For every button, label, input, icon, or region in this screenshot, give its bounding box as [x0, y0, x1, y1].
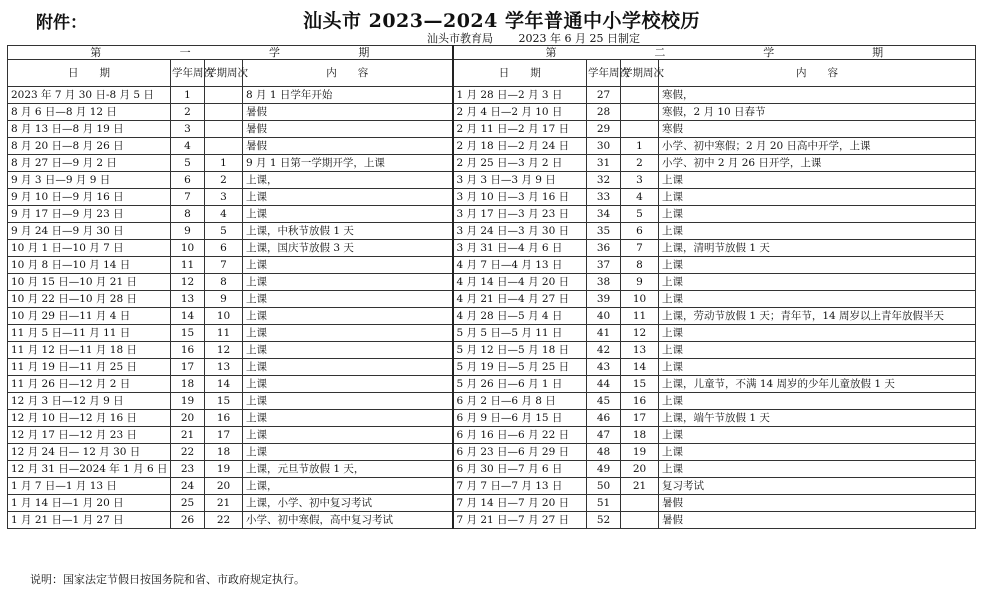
s1-date-cell: 8 月 20 日—8 月 26 日 [8, 138, 171, 155]
s2-date-cell: 2 月 4 日—2 月 10 日 [453, 104, 587, 121]
s2-content-cell: 上课，清明节放假 1 天 [659, 240, 976, 257]
s2-content-cell: 上课 [659, 274, 976, 291]
s1-date-cell: 11 月 26 日—12 月 2 日 [8, 376, 171, 393]
semester-1-char: 学 [268, 46, 280, 59]
s2-term-week-cell: 9 [621, 274, 659, 291]
s1-content-cell: 上课 [243, 308, 453, 325]
s2-date-cell: 5 月 5 日—5 月 11 日 [453, 325, 587, 342]
s1-term-week-cell [205, 104, 243, 121]
table-row [8, 461, 976, 478]
s1-content-cell: 上课 [243, 427, 453, 444]
table-row [8, 172, 976, 189]
s1-content-cell: 上课 [243, 376, 453, 393]
s2-year-week-cell: 27 [587, 87, 621, 104]
header-content: 内 容 [243, 60, 453, 87]
s2-term-week-cell: 18 [621, 427, 659, 444]
s1-term-week-cell [205, 138, 243, 155]
s2-date-cell: 6 月 23 日—6 月 29 日 [453, 444, 587, 461]
s1-term-week-cell: 4 [205, 206, 243, 223]
s1-date-cell: 1 月 7 日—1 月 13 日 [8, 478, 171, 495]
s1-term-week-cell: 20 [205, 478, 243, 495]
s1-content-cell: 上课 [243, 393, 453, 410]
s2-term-week-cell [621, 512, 659, 529]
s1-content-cell: 上课 [243, 257, 453, 274]
s1-term-week-cell: 12 [205, 342, 243, 359]
s1-content-cell: 上课 [243, 410, 453, 427]
s1-date-cell: 12 月 3 日—12 月 9 日 [8, 393, 171, 410]
s2-term-week-cell: 3 [621, 172, 659, 189]
s1-content-cell: 暑假 [243, 121, 453, 138]
s2-year-week-cell: 32 [587, 172, 621, 189]
table-row [8, 274, 976, 291]
s1-term-week-cell: 19 [205, 461, 243, 478]
s2-date-cell: 5 月 19 日—5 月 25 日 [453, 359, 587, 376]
s2-content-cell: 上课，端午节放假 1 天 [659, 410, 976, 427]
header-date: 日 期 [453, 60, 587, 87]
semester-2-char: 学 [763, 46, 775, 59]
s1-year-week-cell: 25 [171, 495, 205, 512]
s2-term-week-cell [621, 495, 659, 512]
semester-2-char: 期 [872, 46, 884, 59]
s2-content-cell: 寒假， [659, 87, 976, 104]
s1-term-week-cell: 9 [205, 291, 243, 308]
s1-term-week-cell: 15 [205, 393, 243, 410]
s1-date-cell: 12 月 31 日—2024 年 1 月 6 日 [8, 461, 171, 478]
s2-year-week-cell: 30 [587, 138, 621, 155]
semester-2-char: 第 [545, 46, 557, 59]
s2-content-cell: 上课 [659, 172, 976, 189]
s1-date-cell: 10 月 22 日—10 月 28 日 [8, 291, 171, 308]
s2-year-week-cell: 37 [587, 257, 621, 274]
s2-year-week-cell: 48 [587, 444, 621, 461]
table-row [8, 342, 976, 359]
s1-year-week-cell: 9 [171, 223, 205, 240]
s1-year-week-cell: 13 [171, 291, 205, 308]
table-row [8, 138, 976, 155]
s2-year-week-cell: 29 [587, 121, 621, 138]
s2-date-cell: 6 月 2 日—6 月 8 日 [453, 393, 587, 410]
s1-date-cell: 9 月 24 日—9 月 30 日 [8, 223, 171, 240]
s2-content-cell: 上课 [659, 291, 976, 308]
s1-term-week-cell: 6 [205, 240, 243, 257]
s2-content-cell: 上课 [659, 393, 976, 410]
s1-date-cell: 8 月 27 日—9 月 2 日 [8, 155, 171, 172]
s2-term-week-cell: 7 [621, 240, 659, 257]
s1-term-week-cell [205, 121, 243, 138]
s2-term-week-cell [621, 104, 659, 121]
s2-term-week-cell: 20 [621, 461, 659, 478]
s1-content-cell: 上课 [243, 206, 453, 223]
s1-term-week-cell: 7 [205, 257, 243, 274]
semester-1-header [8, 46, 453, 60]
s2-date-cell: 4 月 21 日—4 月 27 日 [453, 291, 587, 308]
s1-year-week-cell: 8 [171, 206, 205, 223]
s1-content-cell: 上课，小学、初中复习考试 [243, 495, 453, 512]
s1-year-week-cell: 4 [171, 138, 205, 155]
table-row [8, 189, 976, 206]
s1-date-cell: 8 月 13 日—8 月 19 日 [8, 121, 171, 138]
s2-year-week-cell: 35 [587, 223, 621, 240]
s2-date-cell: 4 月 14 日—4 月 20 日 [453, 274, 587, 291]
s1-term-week-cell: 22 [205, 512, 243, 529]
s2-year-week-cell: 33 [587, 189, 621, 206]
header-year-week: 学年周次 [587, 60, 621, 87]
s2-term-week-cell: 4 [621, 189, 659, 206]
table-row [8, 104, 976, 121]
s2-term-week-cell: 14 [621, 359, 659, 376]
s2-year-week-cell: 42 [587, 342, 621, 359]
s2-content-cell: 上课 [659, 427, 976, 444]
s1-date-cell: 9 月 10 日—9 月 16 日 [8, 189, 171, 206]
table-row [8, 206, 976, 223]
s2-content-cell: 上课 [659, 189, 976, 206]
page-title: 汕头市 2023—2024 学年普通中小学校校历 [303, 10, 700, 32]
footnote: 说明：国家法定节假日按国务院和省、市政府规定执行。 [30, 573, 305, 586]
table-row [8, 478, 976, 495]
s2-content-cell: 复习考试 [659, 478, 976, 495]
semester-1-char: 第 [90, 46, 102, 59]
s2-date-cell: 4 月 7 日—4 月 13 日 [453, 257, 587, 274]
s1-content-cell: 上课 [243, 359, 453, 376]
s2-content-cell: 暑假 [659, 495, 976, 512]
s1-term-week-cell: 1 [205, 155, 243, 172]
s1-date-cell: 9 月 17 日—9 月 23 日 [8, 206, 171, 223]
s2-date-cell: 2 月 25 日—3 月 2 日 [453, 155, 587, 172]
s1-year-week-cell: 7 [171, 189, 205, 206]
s1-year-week-cell: 1 [171, 87, 205, 104]
s1-term-week-cell: 10 [205, 308, 243, 325]
s2-year-week-cell: 49 [587, 461, 621, 478]
s1-content-cell: 上课，国庆节放假 3 天 [243, 240, 453, 257]
s2-date-cell: 7 月 7 日—7 月 13 日 [453, 478, 587, 495]
s1-year-week-cell: 19 [171, 393, 205, 410]
s2-term-week-cell: 21 [621, 478, 659, 495]
s1-content-cell: 上课 [243, 189, 453, 206]
s2-year-week-cell: 39 [587, 291, 621, 308]
s1-year-week-cell: 2 [171, 104, 205, 121]
s1-term-week-cell: 21 [205, 495, 243, 512]
s2-content-cell: 小学、初中寒假；2 月 20 日高中开学，上课 [659, 138, 976, 155]
s2-content-cell: 寒假，2 月 10 日春节 [659, 104, 976, 121]
issuer-name: 汕头市教育局 [427, 32, 493, 45]
header-content: 内 容 [659, 60, 976, 87]
s1-year-week-cell: 15 [171, 325, 205, 342]
s1-year-week-cell: 23 [171, 461, 205, 478]
s2-content-cell: 寒假 [659, 121, 976, 138]
s1-year-week-cell: 12 [171, 274, 205, 291]
s1-date-cell: 12 月 17 日—12 月 23 日 [8, 427, 171, 444]
s1-term-week-cell: 8 [205, 274, 243, 291]
s2-content-cell: 上课，儿童节，不满 14 周岁的少年儿童放假 1 天 [659, 376, 976, 393]
s1-year-week-cell: 5 [171, 155, 205, 172]
table-row [8, 87, 976, 104]
issuer-line [427, 30, 662, 46]
s1-year-week-cell: 14 [171, 308, 205, 325]
s1-term-week-cell: 13 [205, 359, 243, 376]
s2-term-week-cell: 6 [621, 223, 659, 240]
s2-term-week-cell [621, 87, 659, 104]
s1-content-cell: 上课 [243, 342, 453, 359]
table-row [8, 308, 976, 325]
s2-date-cell: 3 月 31 日—4 月 6 日 [453, 240, 587, 257]
table-row [8, 257, 976, 274]
s2-year-week-cell: 52 [587, 512, 621, 529]
s1-content-cell: 8 月 1 日学年开始 [243, 87, 453, 104]
s1-content-cell: 9 月 1 日第一学期开学，上课 [243, 155, 453, 172]
issue-date: 2023 年 6 月 25 日制定 [518, 32, 640, 45]
s1-year-week-cell: 17 [171, 359, 205, 376]
s1-date-cell: 1 月 21 日—1 月 27 日 [8, 512, 171, 529]
s1-content-cell: 暑假 [243, 138, 453, 155]
s2-content-cell: 上课 [659, 325, 976, 342]
table-row [8, 240, 976, 257]
column-header-row [8, 60, 976, 87]
semester-2-char: 二 [654, 46, 666, 59]
s2-term-week-cell: 16 [621, 393, 659, 410]
s1-date-cell: 10 月 1 日—10 月 7 日 [8, 240, 171, 257]
table-row [8, 223, 976, 240]
s2-term-week-cell [621, 121, 659, 138]
s2-year-week-cell: 36 [587, 240, 621, 257]
s1-year-week-cell: 10 [171, 240, 205, 257]
table-row [8, 121, 976, 138]
s1-content-cell: 小学、初中寒假，高中复习考试 [243, 512, 453, 529]
s2-content-cell: 暑假 [659, 512, 976, 529]
s1-year-week-cell: 24 [171, 478, 205, 495]
s2-content-cell: 上课，劳动节放假 1 天；青年节，14 周岁以上青年放假半天 [659, 308, 976, 325]
table-row [8, 325, 976, 342]
s1-term-week-cell: 17 [205, 427, 243, 444]
s1-date-cell: 12 月 10 日—12 月 16 日 [8, 410, 171, 427]
semester-1-char: 一 [179, 46, 191, 59]
header-year-week: 学年周次 [171, 60, 205, 87]
s1-content-cell: 上课 [243, 291, 453, 308]
s1-year-week-cell: 18 [171, 376, 205, 393]
s1-date-cell: 10 月 15 日—10 月 21 日 [8, 274, 171, 291]
table-row [8, 427, 976, 444]
s2-term-week-cell: 11 [621, 308, 659, 325]
table-row [8, 359, 976, 376]
s2-year-week-cell: 44 [587, 376, 621, 393]
s1-year-week-cell: 21 [171, 427, 205, 444]
s1-content-cell: 上课， [243, 172, 453, 189]
s2-year-week-cell: 46 [587, 410, 621, 427]
s2-term-week-cell: 1 [621, 138, 659, 155]
s1-content-cell: 上课 [243, 325, 453, 342]
s2-term-week-cell: 12 [621, 325, 659, 342]
header-term-week: 学期周次 [621, 60, 659, 87]
semester-2-header [453, 46, 976, 60]
s2-term-week-cell: 17 [621, 410, 659, 427]
s2-date-cell: 5 月 12 日—5 月 18 日 [453, 342, 587, 359]
s2-term-week-cell: 13 [621, 342, 659, 359]
s1-term-week-cell [205, 87, 243, 104]
s2-term-week-cell: 8 [621, 257, 659, 274]
s1-date-cell: 12 月 24 日— 12 月 30 日 [8, 444, 171, 461]
s1-year-week-cell: 3 [171, 121, 205, 138]
school-calendar-table [7, 45, 976, 529]
header-date: 日 期 [8, 60, 171, 87]
s2-year-week-cell: 47 [587, 427, 621, 444]
table-row [8, 291, 976, 308]
semester-1-char: 期 [358, 46, 370, 59]
s1-term-week-cell: 11 [205, 325, 243, 342]
s1-date-cell: 8 月 6 日—8 月 12 日 [8, 104, 171, 121]
s2-year-week-cell: 41 [587, 325, 621, 342]
s2-date-cell: 7 月 21 日—7 月 27 日 [453, 512, 587, 529]
s2-term-week-cell: 10 [621, 291, 659, 308]
s2-content-cell: 上课 [659, 461, 976, 478]
s2-date-cell: 6 月 9 日—6 月 15 日 [453, 410, 587, 427]
s2-term-week-cell: 19 [621, 444, 659, 461]
s1-year-week-cell: 26 [171, 512, 205, 529]
s1-term-week-cell: 2 [205, 172, 243, 189]
s2-date-cell: 2 月 18 日—2 月 24 日 [453, 138, 587, 155]
s2-date-cell: 6 月 30 日—7 月 6 日 [453, 461, 587, 478]
s2-year-week-cell: 43 [587, 359, 621, 376]
s2-content-cell: 上课 [659, 359, 976, 376]
s2-content-cell: 小学、初中 2 月 26 日开学，上课 [659, 155, 976, 172]
s1-term-week-cell: 3 [205, 189, 243, 206]
s2-year-week-cell: 31 [587, 155, 621, 172]
s1-term-week-cell: 5 [205, 223, 243, 240]
s1-date-cell: 11 月 5 日—11 月 11 日 [8, 325, 171, 342]
table-row [8, 155, 976, 172]
s1-year-week-cell: 6 [171, 172, 205, 189]
s1-date-cell: 1 月 14 日—1 月 20 日 [8, 495, 171, 512]
s2-date-cell: 7 月 14 日—7 月 20 日 [453, 495, 587, 512]
s1-content-cell: 暑假 [243, 104, 453, 121]
s2-year-week-cell: 40 [587, 308, 621, 325]
s2-year-week-cell: 51 [587, 495, 621, 512]
s1-term-week-cell: 16 [205, 410, 243, 427]
s1-term-week-cell: 14 [205, 376, 243, 393]
s1-content-cell: 上课 [243, 274, 453, 291]
header-term-week: 学期周次 [205, 60, 243, 87]
s1-date-cell: 11 月 19 日—11 月 25 日 [8, 359, 171, 376]
s2-date-cell: 3 月 17 日—3 月 23 日 [453, 206, 587, 223]
s1-content-cell: 上课 [243, 444, 453, 461]
s2-date-cell: 3 月 24 日—3 月 30 日 [453, 223, 587, 240]
s2-term-week-cell: 2 [621, 155, 659, 172]
s2-year-week-cell: 28 [587, 104, 621, 121]
table-row [8, 495, 976, 512]
s2-term-week-cell: 5 [621, 206, 659, 223]
s2-content-cell: 上课 [659, 444, 976, 461]
table-row [8, 376, 976, 393]
s1-content-cell: 上课，中秋节放假 1 天 [243, 223, 453, 240]
s2-date-cell: 3 月 10 日—3 月 16 日 [453, 189, 587, 206]
table-row [8, 393, 976, 410]
s1-content-cell: 上课， [243, 478, 453, 495]
s1-year-week-cell: 20 [171, 410, 205, 427]
table-row [8, 410, 976, 427]
s2-date-cell: 3 月 3 日—3 月 9 日 [453, 172, 587, 189]
s1-year-week-cell: 16 [171, 342, 205, 359]
s1-date-cell: 2023 年 7 月 30 日-8 月 5 日 [8, 87, 171, 104]
s2-content-cell: 上课 [659, 257, 976, 274]
s1-term-week-cell: 18 [205, 444, 243, 461]
s2-year-week-cell: 34 [587, 206, 621, 223]
s2-year-week-cell: 50 [587, 478, 621, 495]
s1-date-cell: 10 月 29 日—11 月 4 日 [8, 308, 171, 325]
s2-date-cell: 2 月 11 日—2 月 17 日 [453, 121, 587, 138]
attachment-label: 附件： [36, 13, 87, 33]
s2-year-week-cell: 38 [587, 274, 621, 291]
s2-year-week-cell: 45 [587, 393, 621, 410]
table-row [8, 444, 976, 461]
s2-content-cell: 上课 [659, 206, 976, 223]
s1-content-cell: 上课，元旦节放假 1 天， [243, 461, 453, 478]
s1-year-week-cell: 11 [171, 257, 205, 274]
s2-term-week-cell: 15 [621, 376, 659, 393]
s1-year-week-cell: 22 [171, 444, 205, 461]
s2-date-cell: 1 月 28 日—2 月 3 日 [453, 87, 587, 104]
s2-date-cell: 6 月 16 日—6 月 22 日 [453, 427, 587, 444]
s1-date-cell: 11 月 12 日—11 月 18 日 [8, 342, 171, 359]
semester-header-row [8, 46, 976, 60]
s2-date-cell: 4 月 28 日—5 月 4 日 [453, 308, 587, 325]
s1-date-cell: 9 月 3 日—9 月 9 日 [8, 172, 171, 189]
s2-content-cell: 上课 [659, 342, 976, 359]
s2-date-cell: 5 月 26 日—6 月 1 日 [453, 376, 587, 393]
table-row [8, 512, 976, 529]
s1-date-cell: 10 月 8 日—10 月 14 日 [8, 257, 171, 274]
s2-content-cell: 上课 [659, 223, 976, 240]
